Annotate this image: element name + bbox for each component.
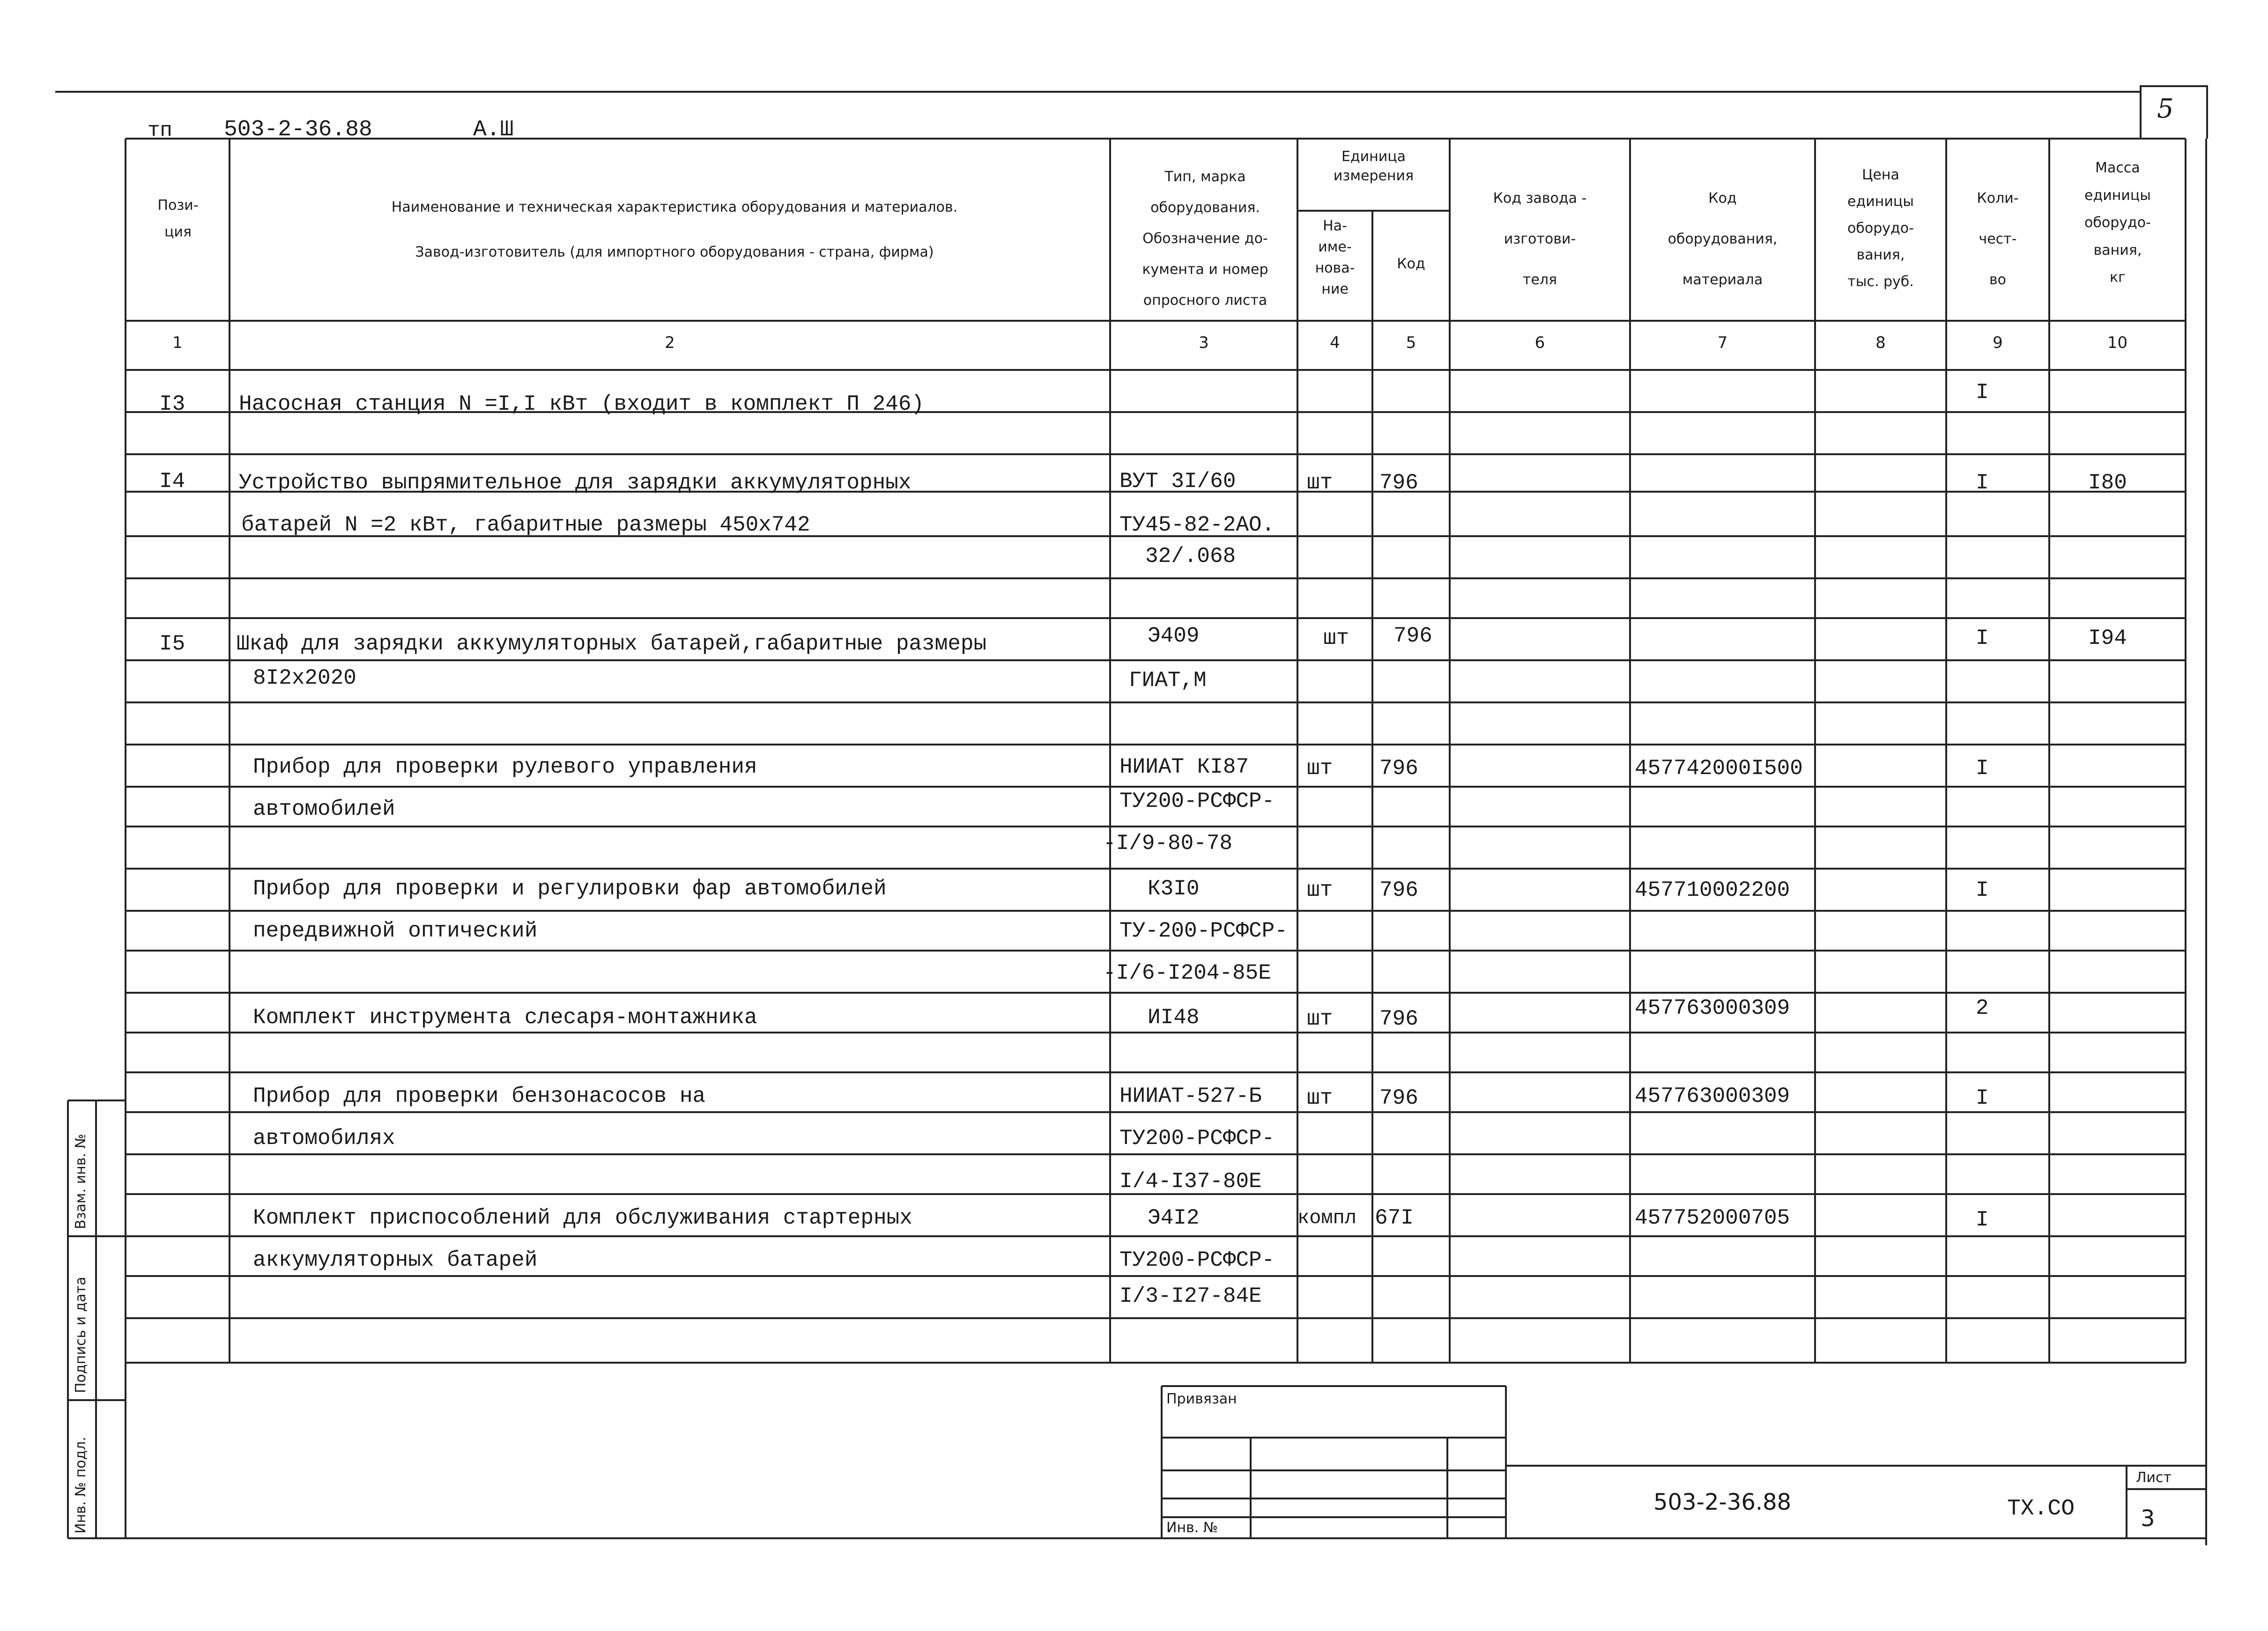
- row-unit: шт: [1307, 471, 1333, 495]
- row-unit: шт: [1307, 756, 1333, 781]
- row-name: передвижной оптический: [253, 919, 538, 943]
- row-unit: шт: [1323, 626, 1349, 650]
- row-unit: шт: [1307, 878, 1333, 902]
- row-name: Комплект инструмента слесаря-монтажника: [253, 1005, 757, 1030]
- col-header-unit-code: Код: [1397, 256, 1425, 272]
- row-quantity: I: [1976, 471, 1989, 495]
- row-type: ТУ200-РСФСР-: [1119, 1126, 1275, 1151]
- row-type: I/4-I37-80Е: [1119, 1169, 1262, 1194]
- row-position: I3: [159, 392, 185, 416]
- row-unit-code: 796: [1393, 624, 1432, 648]
- col-header-price: Цена единицы оборудо- вания, тыс. руб.: [1847, 167, 1914, 290]
- row-type: -I/6-I204-85Е: [1103, 961, 1271, 985]
- row-type: ВУТ 3I/60: [1119, 469, 1236, 494]
- row-type: ТУ45-82-2АО.: [1119, 513, 1275, 537]
- row-quantity: I: [1976, 756, 1989, 781]
- col-header-equipment-code: Код оборудования, материала: [1668, 190, 1778, 288]
- col-number-4: 4: [1330, 333, 1340, 352]
- row-equipment-code: 457763000309: [1635, 1084, 1790, 1108]
- col-header-unit-name: На- име- нова- ние: [1315, 218, 1355, 297]
- row-name: батарей N =2 кВт, габаритные размеры 450х742: [241, 513, 810, 537]
- doc-album: А.Ш: [473, 117, 514, 142]
- title-inv-no-label: Инв. №: [1166, 1520, 1218, 1536]
- row-type: Э4I2: [1148, 1206, 1200, 1230]
- row-unit-code: 796: [1379, 1007, 1418, 1031]
- row-mass: I94: [2088, 626, 2127, 650]
- row-quantity: I: [1976, 380, 1989, 405]
- row-name: Устройство выпрямительное для зарядки аккумуляторных: [239, 471, 912, 495]
- col-number-7: 7: [1717, 333, 1728, 352]
- row-unit-code: 796: [1379, 756, 1418, 781]
- row-name: Комплект приспособлений для обслуживания стартерных: [253, 1206, 912, 1230]
- row-mass: I80: [2088, 471, 2127, 495]
- row-unit: компл: [1297, 1207, 1357, 1229]
- row-name: Прибор для проверки и регулировки фар автомобилей: [253, 877, 887, 901]
- col-header-mass: Масса единицы оборудо- вания, кг: [2084, 160, 2151, 286]
- doc-number: 503-2-36.88: [224, 117, 372, 142]
- row-name: Прибор для проверки бензонасосов на: [253, 1084, 706, 1108]
- row-name: автомобилях: [253, 1126, 395, 1151]
- title-section: ТХ.СО: [2007, 1496, 2075, 1521]
- row-quantity: I: [1976, 1208, 1989, 1232]
- row-position: I4: [159, 469, 185, 494]
- page-number: 5: [2157, 94, 2174, 124]
- row-quantity: 2: [1976, 996, 1989, 1020]
- row-equipment-code: 457742000I500: [1635, 756, 1803, 781]
- col-number-3: 3: [1199, 333, 1209, 352]
- row-type: НИИАТ-527-Б: [1119, 1084, 1262, 1108]
- row-name: Прибор для проверки рулевого управления: [253, 755, 757, 779]
- row-name: автомобилей: [253, 797, 395, 821]
- row-unit: шт: [1307, 1007, 1333, 1031]
- col-number-6: 6: [1534, 333, 1545, 352]
- row-type: НИИАТ КI87: [1119, 755, 1249, 779]
- col-number-8: 8: [1875, 333, 1886, 352]
- row-type: ИI48: [1148, 1005, 1200, 1030]
- row-unit-code: 67I: [1375, 1206, 1414, 1230]
- col-number-2: 2: [665, 333, 675, 352]
- row-equipment-code: 457763000309: [1635, 996, 1790, 1020]
- row-unit-code: 796: [1379, 471, 1418, 495]
- title-sheet-number: 3: [2141, 1506, 2155, 1532]
- row-type: ТУ200-РСФСР-: [1119, 789, 1275, 813]
- col-number-10: 10: [2107, 333, 2128, 352]
- row-unit-code: 796: [1379, 1086, 1418, 1110]
- row-type: ТУ-200-РСФСР-: [1119, 919, 1288, 943]
- row-type: 32/.068: [1145, 544, 1236, 568]
- stamp-inv-original: Инв. № подл.: [73, 1437, 89, 1534]
- row-type: Э409: [1148, 624, 1200, 648]
- row-type: ГИАТ,М: [1129, 668, 1207, 693]
- col-header-name: Наименование и техническая характеристика оборудования и материалов. Завод-изготовитель (для импортного оборудования - страна, фирма): [391, 199, 958, 260]
- row-equipment-code: 457710002200: [1635, 878, 1790, 902]
- row-quantity: I: [1976, 1086, 1989, 1110]
- row-type: ТУ200-РСФСР-: [1119, 1248, 1275, 1272]
- title-attached-label: Привязан: [1166, 1391, 1237, 1407]
- col-header-position: Пози- ция: [157, 197, 199, 240]
- col-number-1: 1: [172, 333, 183, 352]
- title-doc-code: 503-2-36.88: [1653, 1489, 1792, 1515]
- col-header-quantity: Коли- чест- во: [1977, 190, 2019, 288]
- row-equipment-code: 457752000705: [1635, 1206, 1790, 1230]
- col-number-5: 5: [1406, 333, 1416, 352]
- col-header-factory-code: Код завода - изготови- теля: [1493, 190, 1587, 288]
- row-type: -I/9-80-78: [1103, 831, 1233, 856]
- stamp-inv-swap: Взам. инв. №: [73, 1134, 89, 1229]
- row-name: 8I2х2020: [253, 666, 356, 690]
- row-quantity: I: [1976, 626, 1989, 650]
- row-type: К3I0: [1148, 877, 1200, 901]
- row-name: Шкаф для зарядки аккумуляторных батарей,габаритные размеры: [237, 632, 987, 656]
- stamp-sign-date: Подпись и дата: [73, 1277, 89, 1393]
- row-position: I5: [159, 632, 185, 656]
- row-type: I/3-I27-84Е: [1119, 1284, 1262, 1308]
- title-sheet-label: Лист: [2136, 1469, 2172, 1486]
- row-unit-code: 796: [1379, 878, 1418, 902]
- row-unit: шт: [1307, 1086, 1333, 1110]
- doc-prefix: тп: [148, 119, 172, 142]
- row-quantity: I: [1976, 878, 1989, 902]
- col-number-9: 9: [1993, 333, 2003, 352]
- col-header-unit-group: Единица измерения: [1333, 148, 1414, 184]
- row-name: Насосная станция N =I,I кВт (входит в комплект П 246): [239, 392, 925, 416]
- row-name: аккумуляторных батарей: [253, 1248, 538, 1272]
- col-header-type: Тип, марка оборудования. Обозначение до- кумента и номер опросного листа: [1142, 169, 1268, 309]
